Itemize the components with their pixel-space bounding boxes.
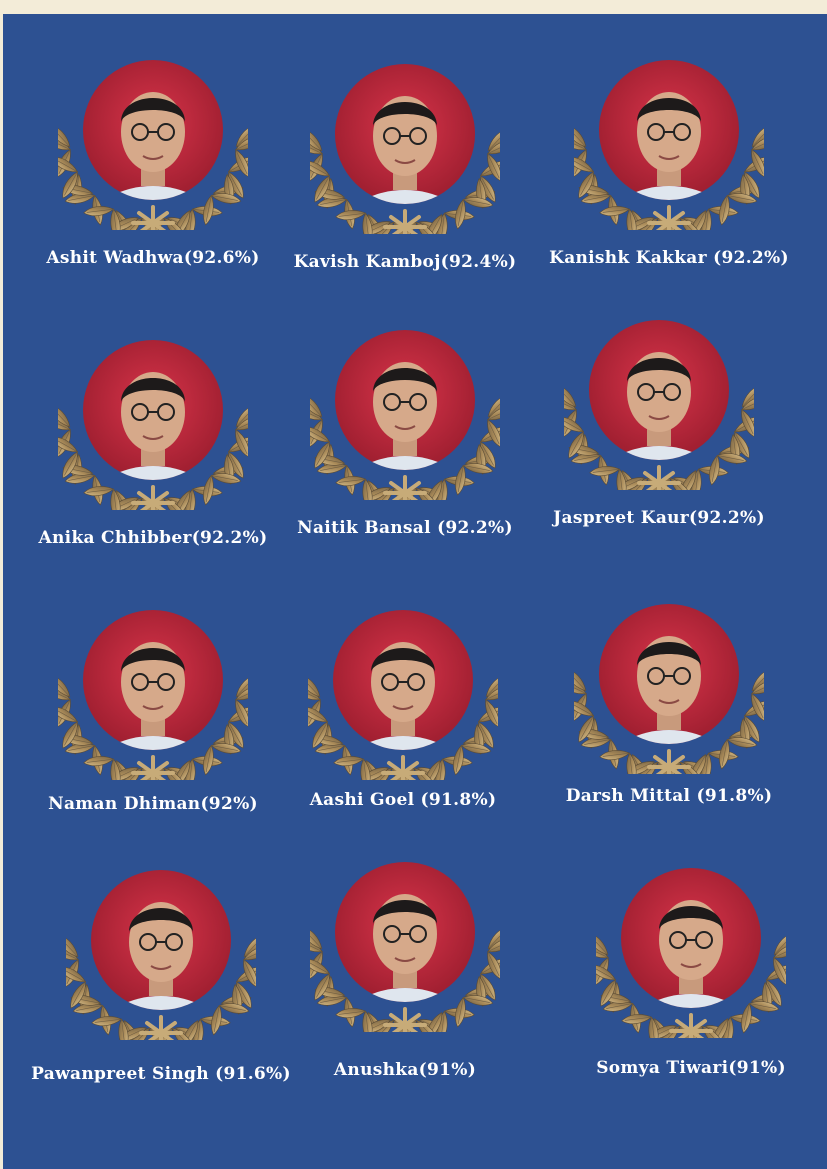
student-name: Anika Chhibber(92.2%) (38, 528, 268, 548)
topper-card (529, 300, 789, 540)
student-name: Ashit Wadhwa(92.6%) (46, 248, 260, 268)
student-name: Naman Dhiman(92%) (48, 794, 258, 814)
toppers-poster (3, 14, 827, 1169)
student-photo (91, 870, 231, 1010)
topper-card (561, 848, 821, 1088)
student-name: Darsh Mittal (91.8%) (565, 786, 773, 806)
topper-card (539, 584, 799, 824)
topper-card (23, 40, 283, 280)
student-photo (621, 868, 761, 1008)
student-photo (599, 60, 739, 200)
student-photo (335, 862, 475, 1002)
student-photo (83, 60, 223, 200)
topper-card (31, 850, 291, 1090)
student-name: Jaspreet Kaur(92.2%) (553, 508, 765, 528)
topper-card (275, 310, 535, 550)
topper-card (23, 320, 283, 560)
topper-card (273, 590, 533, 830)
student-name: Anushka(91%) (333, 1060, 477, 1080)
student-photo (589, 320, 729, 460)
student-photo (335, 64, 475, 204)
student-name: Pawanpreet Singh (91.6%) (31, 1064, 291, 1084)
student-photo (335, 330, 475, 470)
topper-card (539, 40, 799, 280)
student-name: Somya Tiwari(91%) (596, 1058, 786, 1078)
student-name: Kanishk Kakkar (92.2%) (549, 248, 789, 268)
topper-card (275, 44, 535, 284)
student-photo (83, 340, 223, 480)
student-photo (83, 610, 223, 750)
student-photo (599, 604, 739, 744)
topper-card (275, 842, 535, 1082)
student-photo (333, 610, 473, 750)
student-name: Aashi Goel (91.8%) (309, 790, 497, 810)
topper-card (23, 590, 283, 830)
student-name: Kavish Kamboj(92.4%) (293, 252, 517, 272)
student-name: Naitik Bansal (92.2%) (297, 518, 513, 538)
